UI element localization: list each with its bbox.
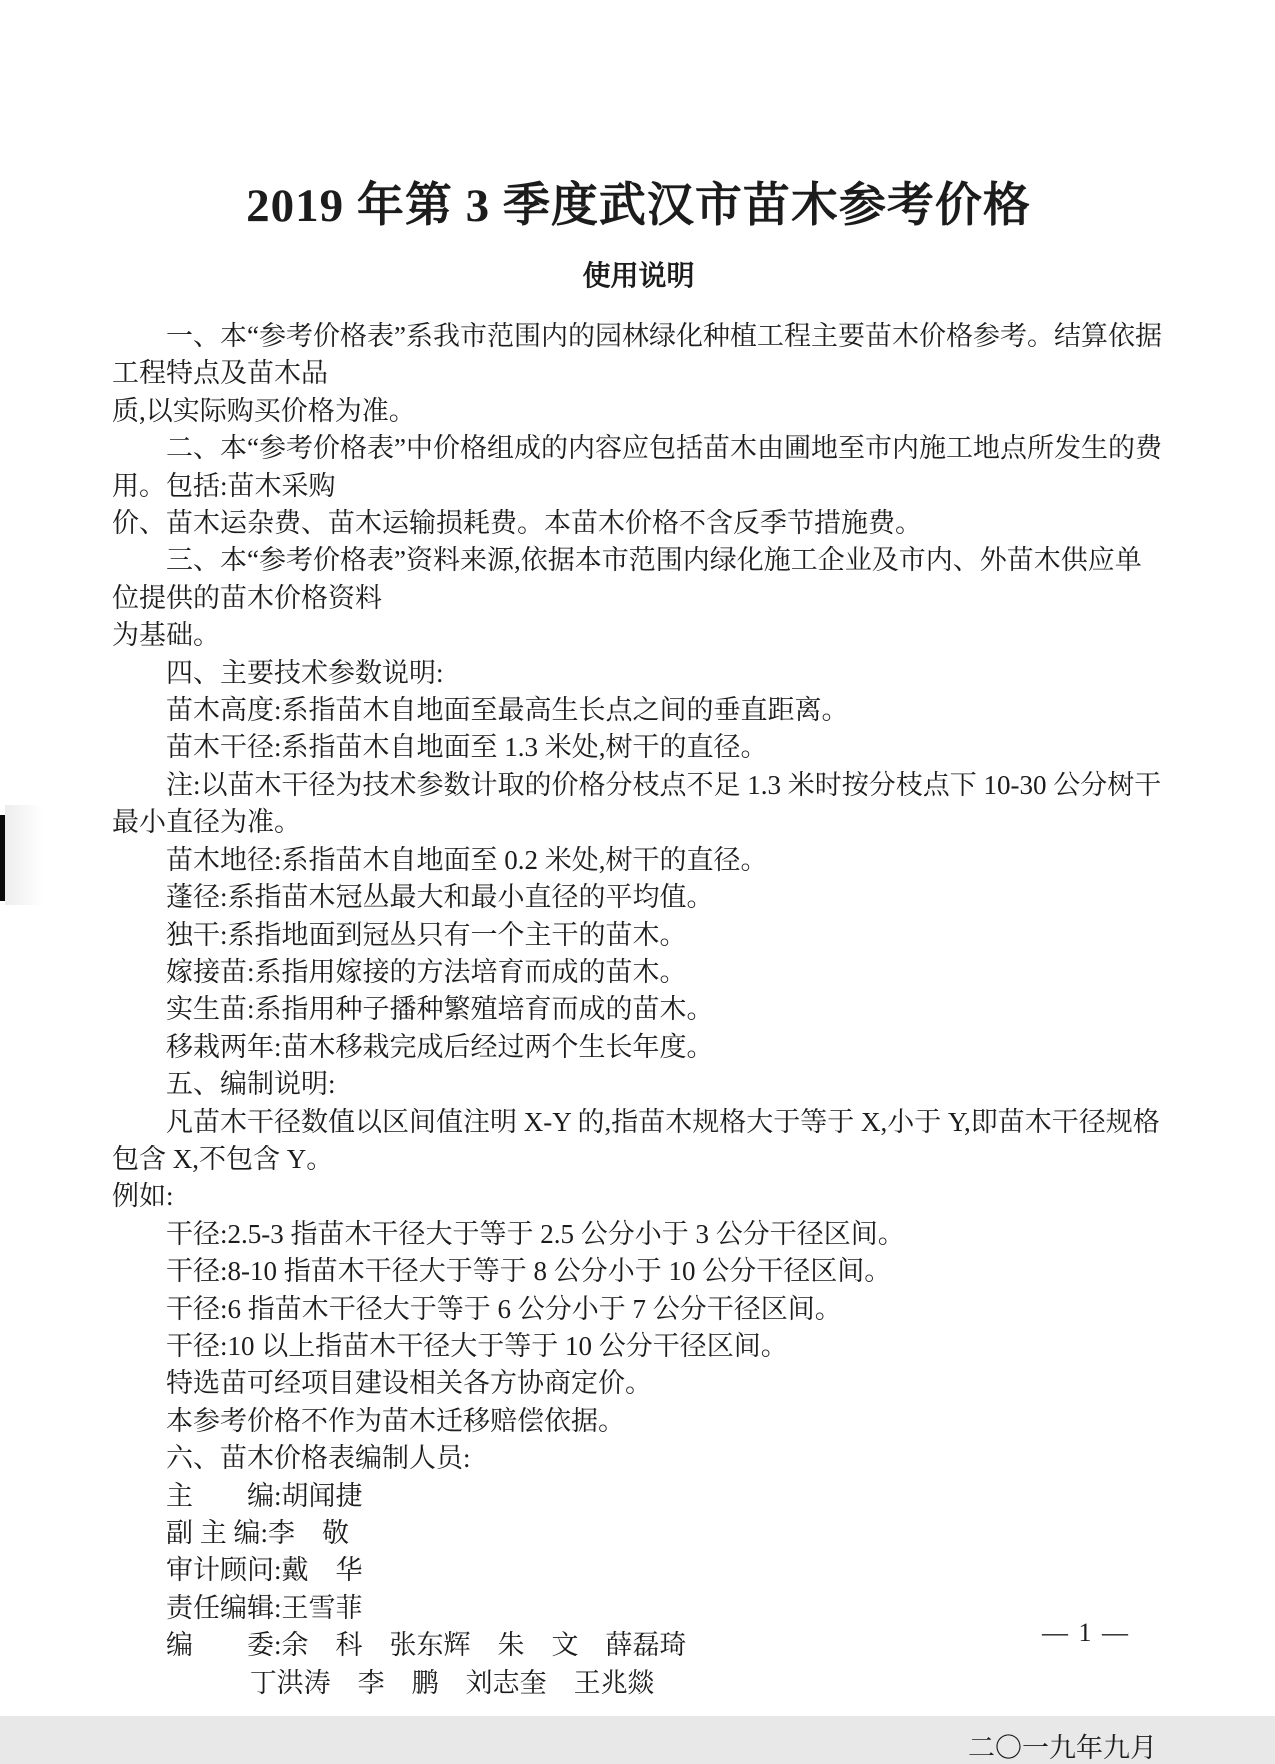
text-line: 独干:系指地面到冠丛只有一个主干的苗木。 (166, 919, 687, 950)
text-line: 干径:6 指苗木干径大于等于 6 公分小于 7 公分干径区间。 (166, 1293, 842, 1324)
text-line: 审计顾问:戴 华 (166, 1555, 363, 1586)
document-date: 二〇一九年九月 (968, 1733, 1157, 1764)
text-line: 副 主 编:李 敬 (166, 1518, 350, 1548)
text-line: 丁洪涛 李 鹏 刘志奎 王兆燚 (249, 1667, 655, 1698)
text-line: 例如: (112, 1181, 174, 1212)
text-line: 嫁接苗:系指用嫁接的方法培育而成的苗木。 (166, 956, 687, 987)
scan-artifact-smudge (5, 805, 43, 905)
text-line: 主 编:胡闻捷 (166, 1480, 363, 1511)
text-line: 质,以实际购买价格为准。 (112, 395, 416, 426)
text-line: 为基础。 (112, 620, 220, 651)
text-line: 苗木干径:系指苗木自地面至 1.3 米处,树干的直径。 (166, 732, 768, 763)
text-line: 移栽两年:苗木移栽完成后经过两个生长年度。 (166, 1031, 714, 1062)
text-line: 五、编制说明: (166, 1069, 336, 1100)
text-line: 实生苗:系指用种子播种繁殖培育而成的苗木。 (166, 994, 714, 1025)
text-line: 本参考价格不作为苗木迁移赔偿依据。 (166, 1405, 625, 1436)
text-line: 干径:2.5-3 指苗木干径大于等于 2.5 公分小于 3 公分干径区间。 (166, 1218, 905, 1249)
document-subtitle: 使用说明 (582, 260, 695, 291)
text-line: 一、本“参考价格表”系我市范围内的园林绿化种植工程主要苗木价格参考。结算依据工程特点及苗木品 (112, 321, 1162, 389)
text-line: 苗木地径:系指苗木自地面至 0.2 米处,树干的直径。 (166, 844, 768, 875)
page-number: — 1 — (1042, 1618, 1130, 1647)
text-line: 干径:8-10 指苗木干径大于等于 8 公分小于 10 公分干径区间。 (166, 1256, 892, 1287)
document-title: 2019 年第 3 季度武汉市苗木参考价格 (246, 180, 1031, 232)
text-line: 四、主要技术参数说明: (166, 657, 444, 688)
text-line: 三、本“参考价格表”资料来源,依据本市范围内绿化施工企业及市内、外苗木供应单位提供的苗木价格资料 (112, 545, 1142, 613)
text-line: 责任编辑:王雪菲 (166, 1592, 363, 1623)
text-line: 苗木高度:系指苗木自地面至最高生长点之间的垂直距离。 (166, 695, 849, 726)
text-line: 二、本“参考价格表”中价格组成的内容应包括苗木由圃地至市内施工地点所发生的费用。包括:苗木采购 (112, 433, 1162, 501)
text-line: 编 委:余 科 张东辉 朱 文 薛磊琦 (166, 1630, 687, 1661)
text-line: 六、苗木价格表编制人员: (166, 1443, 471, 1474)
document-body (112, 318, 1165, 1702)
document-content (112, 0, 1165, 1764)
text-line: 注:以苗木干径为技术参数计取的价格分枝点不足 1.3 米时按分枝点下 10-30 公分树干最小直径为准。 (112, 769, 1162, 838)
text-line: 干径:10 以上指苗木干径大于等于 10 公分干径区间。 (166, 1330, 788, 1361)
text-line: 蓬径:系指苗木冠丛最大和最小直径的平均值。 (166, 882, 714, 913)
text-line: 凡苗木干径数值以区间值注明 X-Y 的,指苗木规格大于等于 X,小于 Y,即苗木干径规格包含 X,不包含 Y。 (112, 1106, 1160, 1174)
text-line: 特选苗可经项目建设相关各方协商定价。 (166, 1368, 652, 1399)
text-line: 价、苗木运杂费、苗木运输损耗费。本苗木价格不含反季节措施费。 (112, 508, 922, 539)
